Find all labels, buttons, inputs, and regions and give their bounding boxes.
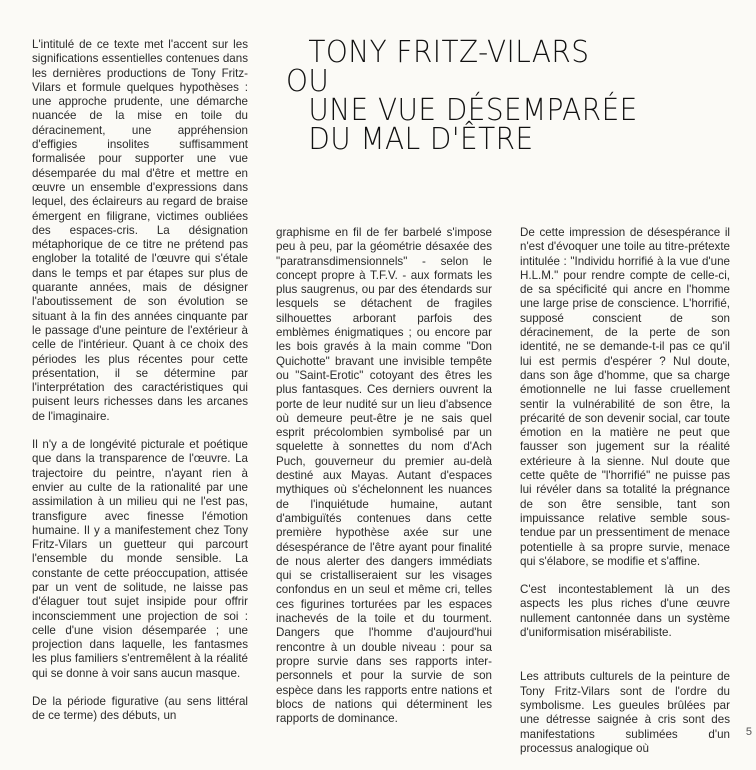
text-column-3 xyxy=(520,226,730,770)
paragraph: graphisme en fil de fer barbelé s'impose peu à peu, par la géométrie désaxée des "paratransdimensionnels" - selon le concept propre à T.F.V. - aux formats les plus saugrenus, ou par des étendards sur lesquels se détachent de fragiles silhouettes arborant parfois des emblèmes énigmatiques ; ou encore par les bois gravés à la main comme "Don Quichotte" bravant une invisible tempête ou "Saint-Erotic" cotoyant des êtres les plus fantasques. Ces derniers ouvrent la porte de leur nudité sur un lieu d'absence où demeure peut-être je ne sais quel esprit précolombien symbolisé par un squelette à sonnettes du nom d'Ach Puch, gouverneur du premier au-delà destiné aux Mayas. Autant d'espaces mythiques où s'échelonnent les nuances de l'inquiétude humaine, autant d'ambiguïtés contenues dans cette première hypothèse axée sur une désespérance de l'être ayant pour finalité de nous alerter des dangers immédiats qui se cristalliseraient sur les visages confondus en un seul et même cri, telles ces figurines torturées par les espaces inachevés de la toile et du tourment. Dangers que l'homme d'aujourd'hui rencontre à un double niveau : pour sa propre survie dans ses rapports inter-personnels et pour la survie de son espèce dans les rapports entre nations et blocs de nations qui déterminent les rapports de dominance. xyxy=(276,226,492,726)
paragraph: De cette impression de désespérance il n'est d'évoquer une toile au titre-prétexte intitulée : "Individu horrifié à la vue d'une H.L.M." pour rendre compte de celle-ci, de sa spécificité qui ancre en l'homme une large prise de conscience. L'horrifié, supposé conscient de son déracinement, de la perte de son identité, ne se demande-t-il pas ce qu'il lui est permis d'espérer ? Nul doute, dans son âge d'homme, que sa charge émotionnelle ne lui fasse cruellement sentir la vulnérabilité de son être, la précarité de son devenir social, car toute émotion en la matière ne peut que fausser son jugement sur la réalité extérieure à la sienne. Nul doute que cette quête de "l'horrifié" ne puisse pas lui révéler dans sa totalité la prégnance de son être sensible, tant son impuissance relative semble sous-tendue par un pressentiment de menace potentielle à sa propre survie, menace qui s'élabore, se modifie et s'affine. xyxy=(520,226,730,568)
text-column-1 xyxy=(32,38,248,738)
paragraph: C'est incontestablement là un des aspects les plus riches d'une œuvre nullement cantonnée dans un système d'uniformisation misérabiliste. xyxy=(520,583,730,640)
title-line-vue: UNE VUE DÉSEMPARÉE xyxy=(308,93,638,128)
article-title xyxy=(286,35,638,157)
title-line-ou: OU xyxy=(286,64,330,99)
paragraph: L'intitulé de ce texte met l'accent sur les significations essentielles contenues dans les dernières productions de Tony Fritz-Vilars et formule quelques hypothèses : une approche prudente, une démarche nuancée de la mise en toile du déracinement, une appréhension d'effigies insolites suffisamment formalisée pour supporter une vue désemparée du mal d'être et mettre en œuvre un ensemble d'expressions dans lequel, des éclaireurs au regard de braise émergent en filigrane, victimes oubliées des espaces-cris. La désignation métaphorique de ce titre ne prétend pas englober la totalité de l'œuvre qui s'étale dans le temps et par étapes sur plus de quarante années, mais de désigner l'aboutissement de son évolution se situant à la fin des années cinquante par le passage d'une peinture de l'extérieur à celle de l'intérieur. Quant à ce choix des périodes les plus récentes pour cette présentation, il se détermine par l'interprétation des caractéristiques qui puisent leurs richesses dans les arcanes de l'imaginaire. xyxy=(32,38,248,423)
paragraph: De la période figurative (au sens littéral de ce terme) des débuts, un xyxy=(32,695,248,723)
page-number: 5 xyxy=(745,726,752,738)
title-line-mal: DU MAL D'ÊTRE xyxy=(308,122,534,157)
paragraph: Il n'y a de longévité picturale et poétique que dans la transparence de l'œuvre. La trajectoire du peintre, n'ayant rien à envier au culte de la rationalité par une assimilation à un milieu qui ne l'est pas, transfigure avec finesse l'émotion humaine. Il y a manifestement chez Tony Fritz-Vilars un guetteur qui parcourt l'ensemble du monde sensible. La constante de cette préoccupation, attisée par un vent de solitude, ne laisse pas d'élaguer tout sujet insipide pour offrir inconsciemment une projection de soi : celle d'une vision désemparée ; une projection dans laquelle, les fantasmes les plus familiers s'entremêlent à la réalité qui se donne à voir sans aucun masque. xyxy=(32,438,248,680)
title-line-name: TONY FRITZ-VILARS xyxy=(308,35,590,70)
paragraph: Les attributs culturels de la peinture de Tony Fritz-Vilars sont de l'ordre du symbolisme. Les gueules brûlées par une détresse saignée à cris sont des manifestations sublimées d'un processus analogique où xyxy=(520,670,730,755)
text-column-2 xyxy=(276,226,492,740)
